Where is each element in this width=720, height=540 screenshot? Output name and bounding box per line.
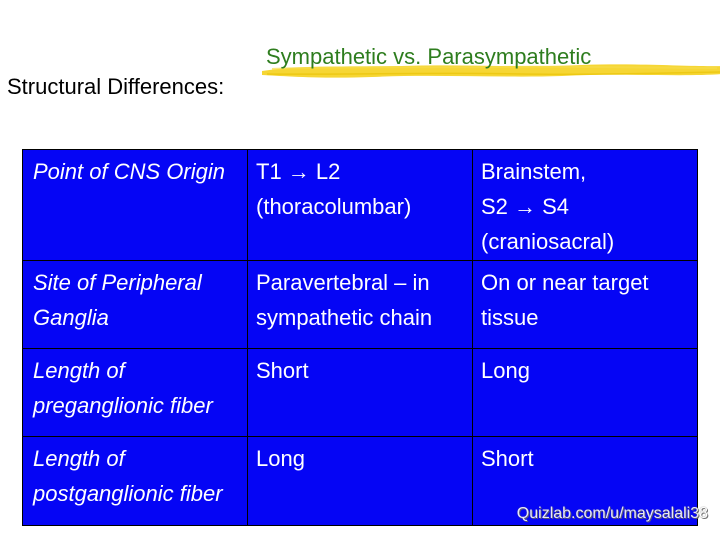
watermark-text: Quizlab.com/u/maysalali38: [516, 505, 708, 522]
row-label: Length of preganglionic fiber: [23, 348, 248, 436]
slide-subtitle: Structural Differences:: [7, 74, 225, 99]
parasympathetic-cell: On or near target tissue: [473, 260, 698, 348]
comparison-table: [22, 149, 698, 526]
slide-title: Sympathetic vs. Parasympathetic: [266, 44, 592, 69]
cell-line: T1 → L2: [256, 159, 341, 184]
row-label: Length of postganglionic fiber: [23, 436, 248, 525]
sympathetic-cell: Short: [248, 348, 473, 436]
table-row: [23, 260, 698, 348]
row-label: Site of Peripheral Ganglia: [23, 260, 248, 348]
cell-line: (craniosacral): [481, 229, 615, 255]
cell-line: (thoracolumbar): [256, 194, 412, 220]
sympathetic-cell: [248, 150, 473, 261]
row-label: Point of CNS Origin: [23, 150, 248, 261]
sympathetic-cell: Paravertebral – in sympathetic chain: [248, 260, 473, 348]
parasympathetic-cell: [473, 150, 698, 261]
sympathetic-cell: Long: [248, 436, 473, 525]
parasympathetic-cell: Long: [473, 348, 698, 436]
parasympathetic-cell: Short: [473, 436, 698, 525]
table-row: [23, 348, 698, 436]
cell-line: S2 → S4: [481, 194, 570, 220]
cell-line: Brainstem,: [481, 159, 587, 184]
table-row: [23, 150, 698, 261]
